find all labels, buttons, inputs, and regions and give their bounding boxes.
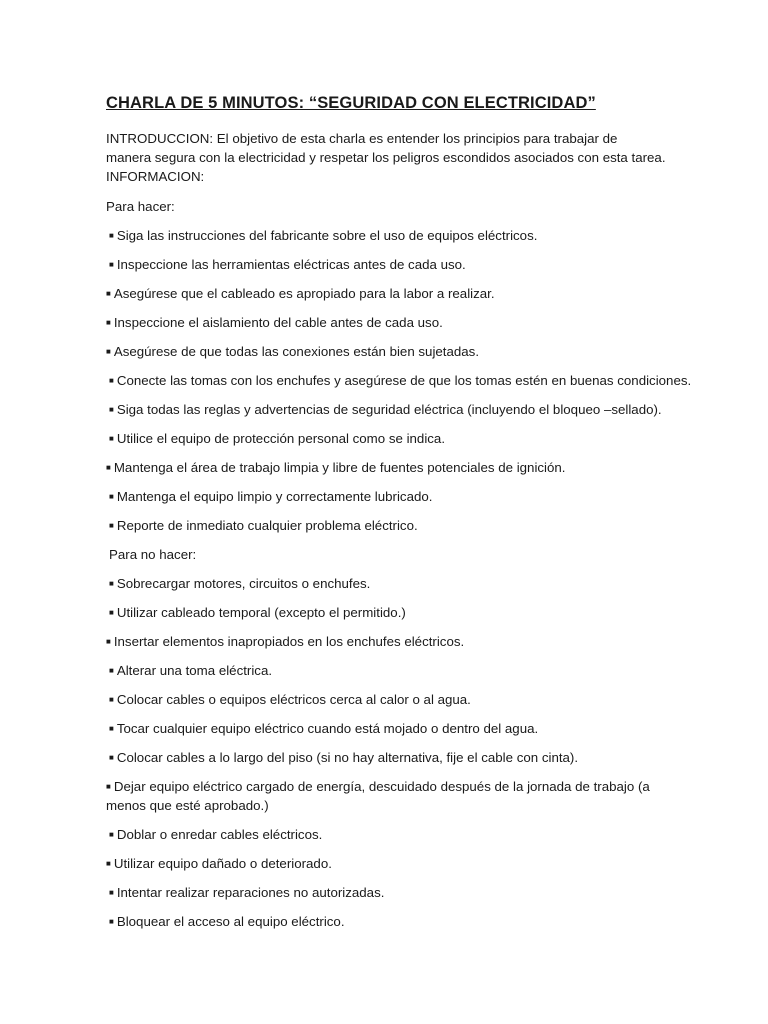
list-item [106, 603, 666, 622]
list-item-text: Dejar equipo eléctrico cargado de energía, descuidado después de la jornada de trabajo (a menos que esté aprobado.) [106, 779, 650, 813]
list-item-text: Utilizar equipo dañado o deteriorado. [113, 856, 332, 871]
list-item-text: Colocar cables a lo largo del piso (si no hay alternativa, fije el cable con cinta). [116, 750, 579, 765]
bullet-icon: ■ [106, 289, 111, 298]
bullet-icon: ■ [109, 521, 114, 530]
list-item [106, 574, 666, 593]
list-item-text: Asegúrese de que todas las conexiones están bien sujetadas. [113, 344, 480, 359]
bullet-icon: ■ [109, 579, 114, 588]
list-item-text: Sobrecargar motores, circuitos o enchufes. [116, 576, 371, 591]
bullet-icon: ■ [109, 260, 114, 269]
bullet-icon: ■ [109, 434, 114, 443]
list-item-text: Siga todas las reglas y advertencias de seguridad eléctrica (incluyendo el bloqueo –sellado). [116, 402, 662, 417]
bullet-icon: ■ [109, 492, 114, 501]
list-item [106, 883, 666, 902]
list-item [106, 516, 666, 535]
list-item-text: Colocar cables o equipos eléctricos cerca al calor o al agua. [116, 692, 471, 707]
bullet-icon: ■ [109, 608, 114, 617]
list-item [106, 284, 666, 303]
list-item [106, 226, 666, 245]
list-item [106, 342, 666, 361]
list-item-text: Inspeccione las herramientas eléctricas antes de cada uso. [116, 257, 466, 272]
para-hacer-label: Para hacer: [106, 199, 175, 214]
list-item-text: Mantenga el equipo limpio y correctamente lubricado. [116, 489, 433, 504]
list-item-text: Mantenga el área de trabajo limpia y libre de fuentes potenciales de ignición. [113, 460, 566, 475]
para-hacer-list [106, 226, 692, 535]
bullet-icon: ■ [109, 231, 114, 240]
list-item [106, 458, 666, 477]
bullet-icon: ■ [109, 695, 114, 704]
list-item-text: Utilice el equipo de protección personal como se indica. [116, 431, 446, 446]
list-item [106, 854, 666, 873]
para-no-hacer-list [106, 574, 666, 931]
bullet-icon: ■ [109, 917, 114, 926]
list-item [106, 400, 666, 419]
list-item [106, 313, 666, 332]
list-item-text: Alterar una toma eléctrica. [116, 663, 273, 678]
list-item-text: Siga las instrucciones del fabricante sobre el uso de equipos eléctricos. [116, 228, 538, 243]
list-item-text: Conecte las tomas con los enchufes y asegúrese de que los tomas estén en buenas condiciones. [116, 373, 692, 388]
bullet-icon: ■ [109, 724, 114, 733]
bullet-icon: ■ [106, 859, 111, 868]
bullet-icon: ■ [109, 753, 114, 762]
document-title: CHARLA DE 5 MINUTOS: “SEGURIDAD CON ELECTRICIDAD” [106, 94, 596, 112]
bullet-icon: ■ [109, 888, 114, 897]
list-item [106, 719, 666, 738]
document-page [106, 94, 692, 931]
list-item-text: Tocar cualquier equipo eléctrico cuando está mojado o dentro del agua. [116, 721, 539, 736]
bullet-icon: ■ [106, 347, 111, 356]
list-item [106, 487, 666, 506]
bullet-icon: ■ [109, 830, 114, 839]
list-item [106, 825, 666, 844]
list-item [106, 632, 666, 651]
intro-paragraph: INTRODUCCION: El objetivo de esta charla es entender los principios para trabajar de manera segura con la electricidad y respetar los peligros escondidos asociados con esta tarea. [106, 131, 666, 165]
list-item-text: Doblar o enredar cables eléctricos. [116, 827, 323, 842]
list-item [106, 371, 692, 390]
list-item-text: Inspeccione el aislamiento del cable antes de cada uso. [113, 315, 443, 330]
list-item-text: Asegúrese que el cableado es apropiado para la labor a realizar. [113, 286, 495, 301]
bullet-icon: ■ [106, 318, 111, 327]
list-item-text: Utilizar cableado temporal (excepto el permitido.) [116, 605, 406, 620]
list-item [106, 777, 666, 815]
list-item [106, 255, 666, 274]
bullet-icon: ■ [109, 666, 114, 675]
list-item [106, 748, 666, 767]
list-item-text: Reporte de inmediato cualquier problema eléctrico. [116, 518, 418, 533]
bullet-icon: ■ [106, 637, 111, 646]
bullet-icon: ■ [106, 463, 111, 472]
list-item-text: Insertar elementos inapropiados en los enchufes eléctricos. [113, 634, 465, 649]
informacion-label: INFORMACION: [106, 169, 205, 184]
list-item [106, 912, 666, 931]
para-no-hacer-label: Para no hacer: [109, 547, 197, 562]
bullet-icon: ■ [109, 376, 114, 385]
list-item-text: Intentar realizar reparaciones no autorizadas. [116, 885, 385, 900]
list-item [106, 661, 666, 680]
list-item [106, 690, 666, 709]
list-item-text: Bloquear el acceso al equipo eléctrico. [116, 914, 345, 929]
bullet-icon: ■ [106, 782, 111, 791]
list-item [106, 429, 666, 448]
bullet-icon: ■ [109, 405, 114, 414]
